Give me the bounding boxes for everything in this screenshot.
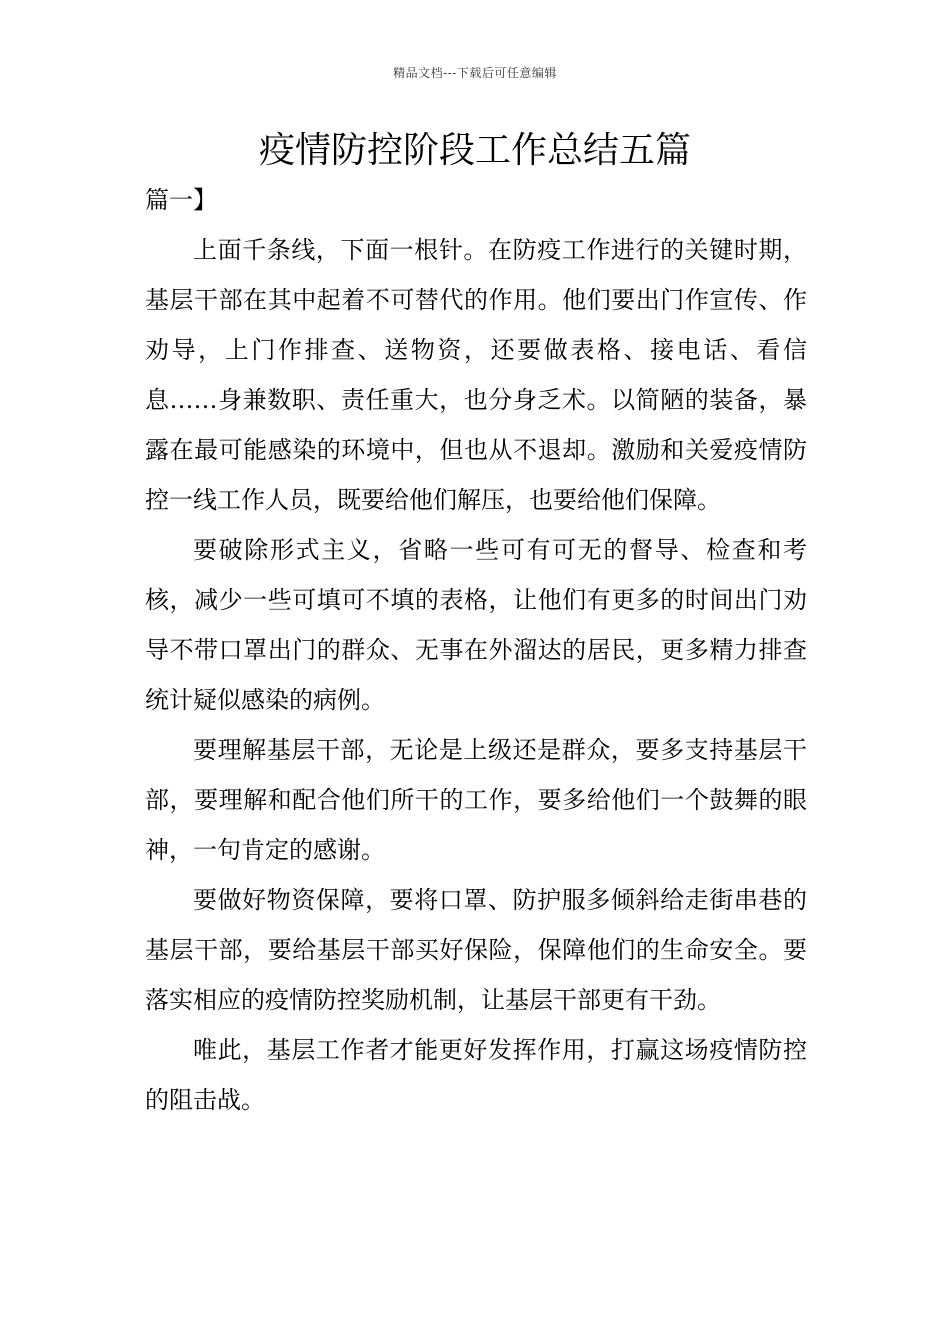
paragraph-2: 要破除形式主义，省略一些可有可无的督导、检查和考核，减少一些可填可不填的表格，让他们有更多的时间出门劝导不带口罩出门的群众、无事在外溜达的居民，更多精力排查统计疑似感染的病例。 xyxy=(145,536,807,714)
section-label: 篇一】 xyxy=(145,186,217,214)
document-title: 疫情防控阶段工作总结五篇 xyxy=(258,130,691,171)
body-text xyxy=(145,225,807,1125)
header-note: 精品文档---下载后可任意编辑 xyxy=(393,66,557,80)
paragraph-5: 唯此，基层工作者才能更好发挥作用，打赢这场疫情防控的阻击战。 xyxy=(145,1036,807,1114)
paragraph-3: 要理解基层干部，无论是上级还是群众，要多支持基层干部，要理解和配合他们所干的工作，要多给他们一个鼓舞的眼神，一句肯定的感谢。 xyxy=(145,736,807,864)
paragraph-1: 上面千条线，下面一根针。在防疫工作进行的关键时期，基层干部在其中起着不可替代的作用。他们要出门作宣传、作劝导，上门作排查、送物资，还要做表格、接电话、看信息……身兼数职、责任重大，也分身乏术。以简陋的装备，暴露在最可能感染的环境中，但也从不退却。激励和关爱疫情防控一线工作人员，既要给他们解压，也要给他们保障。 xyxy=(145,236,807,514)
paragraph-4: 要做好物资保障，要将口罩、防护服多倾斜给走街串巷的基层干部，要给基层干部买好保险，保障他们的生命安全。要落实相应的疫情防控奖励机制，让基层干部更有干劲。 xyxy=(145,886,807,1014)
